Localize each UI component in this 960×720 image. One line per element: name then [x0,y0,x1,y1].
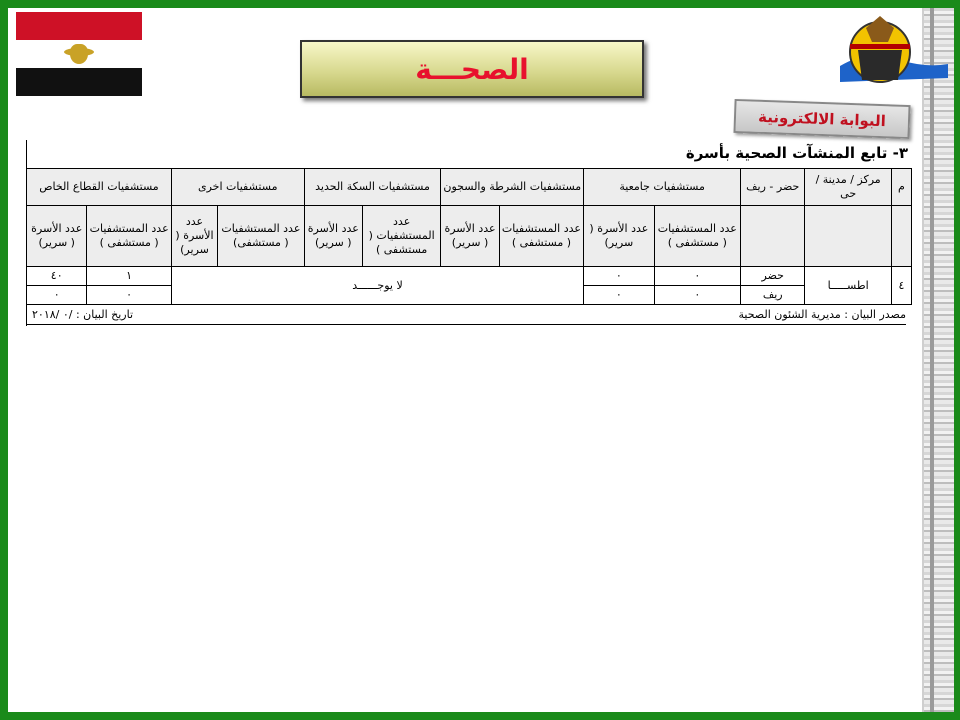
header-hadar-rif: حضر - ريف [741,169,805,206]
cell-markaz: اطســـــا [805,267,891,305]
cell-private-beds: ٠ [27,286,87,305]
cell-m: ٤ [891,267,911,305]
cell-univ-hosp: ٠ [654,267,740,286]
slide-title: الصحـــة [415,52,529,86]
subheader-empty [805,206,891,267]
cell-univ-hosp: ٠ [654,286,740,305]
hospitals-table [26,168,912,305]
cell-private-hosp: ٠ [87,286,171,305]
eagle-emblem-icon [70,44,88,64]
header-other: مستشفيات اخرى [171,169,304,206]
data-date: تاريخ البيان : /٠ /٢٠١٨ [32,308,134,321]
cell-univ-beds: ٠ [584,267,654,286]
slide-title-box [300,40,644,98]
footer-rule [26,324,906,325]
subheader-univ-beds: عدد الأسرة ( سرير) [584,206,654,267]
subheader-police-hosp: عدد المستشفيات ( مستشفى ) [499,206,583,267]
governorate-logo-icon [840,8,948,102]
subheader-police-beds: عدد الأسرة ( سرير) [441,206,499,267]
cell-private-beds: ٤٠ [27,267,87,286]
subheader-private-beds: عدد الأسرة ( سرير) [27,206,87,267]
header-m: م [891,169,911,206]
cell-none: لا يوجــــــد [171,267,583,305]
cell-type: حضر [741,267,805,286]
header-private: مستشفيات القطاع الخاص [27,169,172,206]
subheader-rail-hosp: عدد المستشفيات ( مستشفى ) [362,206,440,267]
subheader-private-hosp: عدد المستشفيات ( مستشفى ) [87,206,171,267]
portal-banner[interactable] [733,99,910,139]
cell-private-hosp: ١ [87,267,171,286]
torn-edge-decoration [922,8,954,712]
subheader-empty [891,206,911,267]
header-police: مستشفيات الشرطة والسجون [441,169,584,206]
header-railway: مستشفيات السكة الحديد [304,169,441,206]
cell-type: ريف [741,286,805,305]
subheader-empty [741,206,805,267]
subheader-rail-beds: عدد الأسرة ( سرير) [304,206,362,267]
subheader-other-hosp: عدد المستشفيات ( مستشفى) [218,206,304,267]
cell-univ-beds: ٠ [584,286,654,305]
header-markaz: مركز / مدينة / حى [805,169,891,206]
subheader-univ-hosp: عدد المستشفيات ( مستشفى ) [654,206,740,267]
data-source: مصدر البيان : مديرية الشئون الصحية [738,308,906,321]
section-title: ٣- تابع المنشآت الصحية بأسرة [685,144,908,162]
subheader-other-beds: عدد الأسرة ( سرير) [171,206,217,267]
portal-label: البوابة الالكترونية [757,107,887,131]
header-university: مستشفيات جامعية [584,169,741,206]
egypt-flag [16,12,142,96]
